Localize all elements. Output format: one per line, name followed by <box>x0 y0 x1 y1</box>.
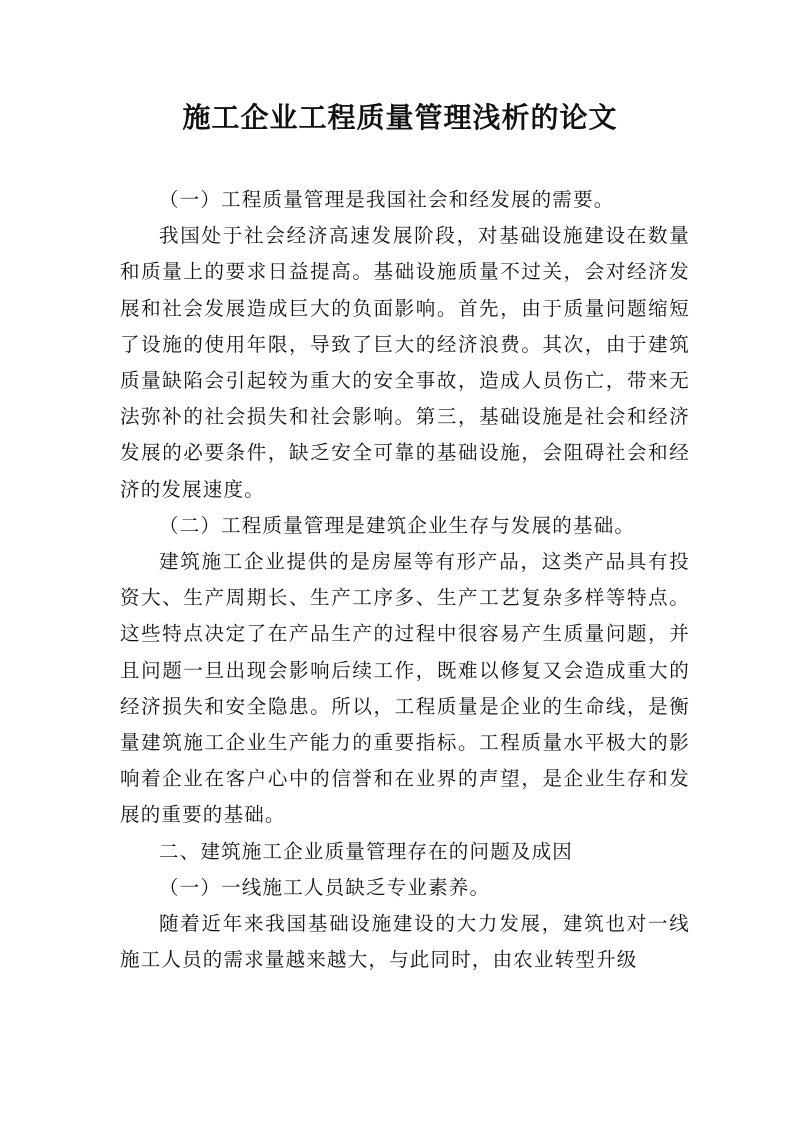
document-title: 施工企业工程质量管理浅析的论文 <box>182 101 618 134</box>
paragraph-3: 随着近年来我国基础设施建设的大力发展，建筑也对一线施工人员的需求量越来越大，与此同时，由农业转型升级 <box>120 912 690 972</box>
section-heading-4: （一）一线施工人员缺乏专业素养。 <box>159 875 491 899</box>
section-heading-1: （一）工程质量管理是我国社会和经发展的需要。 <box>159 188 615 211</box>
paragraph-1: 我国处于社会经济高速发展阶段，对基础设施建设在数量和质量上的要求日益提高。基础设施质量不过关，会对经济发展和社会发展造成巨大的负面影响。首先，由于质量问题缩短了设施的使用年限，导致了巨大的经济浪费。其次，由于建筑质量缺陷会引起较为重大的安全事故，造成人员伤亡，带来无法弥补的社会损失和社会影响。第三，基础设施是社会和经济发展的必要条件，缺乏安全可靠的基础设施，会阻碍社会和经济的发展速度。 <box>120 224 690 501</box>
section-heading-3: 二、建筑施工企业质量管理存在的问题及成因 <box>159 839 574 863</box>
document-body <box>120 182 690 978</box>
section-heading-2: （二）工程质量管理是建筑企业生存与发展的基础。 <box>159 513 636 537</box>
paragraph-2: 建筑施工企业提供的是房屋等有形产品，这类产品具有投资大、生产周期长、生产工序多、生产工艺复杂多样等特点。这些特点决定了在产品生产的过程中很容易产生质量问题，并且问题一旦出现会影响后续工作，既难以修复又会造成重大的经济损失和安全隐患。所以，工程质量是企业的生命线，是衡量建筑施工企业生产能力的重要指标。工程质量水平极大的影响着企业在客户心中的信誉和在业界的声望，是企业生存和发展的重要的基础。 <box>120 550 690 827</box>
